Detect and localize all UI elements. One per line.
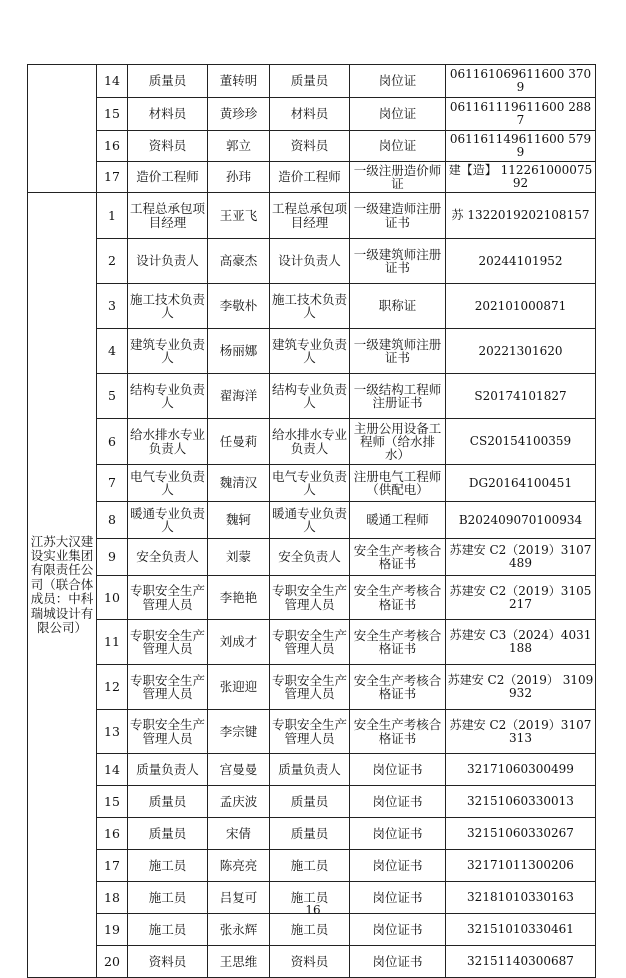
table-row <box>28 502 596 539</box>
name-cell: 杨丽娜 <box>208 329 270 374</box>
row-number: 20 <box>97 946 128 978</box>
name-cell: 董转明 <box>208 65 270 98</box>
table-row <box>28 465 596 502</box>
row-number: 4 <box>97 329 128 374</box>
name-cell: 李敬朴 <box>208 284 270 329</box>
certificate-number-cell: 202101000871 <box>446 284 596 329</box>
title-cell: 结构专业负责人 <box>270 374 350 419</box>
staff-table <box>27 64 596 978</box>
title-cell: 专职安全生产管理人员 <box>270 710 350 754</box>
name-cell: 王亚飞 <box>208 193 270 239</box>
position-cell: 质量员 <box>128 65 208 98</box>
certificate-number-cell: 32151010330461 <box>446 914 596 946</box>
table-row <box>28 914 596 946</box>
table-row <box>28 576 596 620</box>
row-number: 13 <box>97 710 128 754</box>
title-cell: 专职安全生产管理人员 <box>270 665 350 710</box>
row-number: 9 <box>97 539 128 576</box>
certificate-type-cell: 注册电气工程师（供配电） <box>350 465 446 502</box>
certificate-number-cell: 20221301620 <box>446 329 596 374</box>
name-cell: 孟庆波 <box>208 786 270 818</box>
position-cell: 专职安全生产管理人员 <box>128 576 208 620</box>
position-cell: 暖通专业负责人 <box>128 502 208 539</box>
position-cell: 设计负责人 <box>128 239 208 284</box>
row-number: 15 <box>97 786 128 818</box>
name-cell: 郭立 <box>208 131 270 162</box>
title-cell: 材料员 <box>270 98 350 131</box>
certificate-type-cell: 岗位证书 <box>350 818 446 850</box>
certificate-number-cell: 20244101952 <box>446 239 596 284</box>
certificate-type-cell: 岗位证书 <box>350 946 446 978</box>
table-row <box>28 65 596 98</box>
row-number: 8 <box>97 502 128 539</box>
certificate-number-cell: S20174101827 <box>446 374 596 419</box>
position-cell: 质量员 <box>128 786 208 818</box>
table-row <box>28 818 596 850</box>
title-cell: 建筑专业负责人 <box>270 329 350 374</box>
row-number: 18 <box>97 882 128 914</box>
position-cell: 专职安全生产管理人员 <box>128 710 208 754</box>
position-cell: 材料员 <box>128 98 208 131</box>
name-cell: 孙玮 <box>208 162 270 193</box>
certificate-number-cell: 建【造】 11226100007592 <box>446 162 596 193</box>
title-cell: 施工员 <box>270 850 350 882</box>
title-cell: 资料员 <box>270 946 350 978</box>
certificate-type-cell: 一级建筑师注册证书 <box>350 239 446 284</box>
certificate-type-cell: 岗位证 <box>350 98 446 131</box>
position-cell: 资料员 <box>128 946 208 978</box>
certificate-number-cell: B202409070100934 <box>446 502 596 539</box>
title-cell: 资料员 <box>270 131 350 162</box>
position-cell: 安全负责人 <box>128 539 208 576</box>
row-number: 17 <box>97 850 128 882</box>
title-cell: 质量员 <box>270 65 350 98</box>
certificate-number-cell: 苏建安 C2（2019）3107313 <box>446 710 596 754</box>
page-number: 16 <box>305 903 321 917</box>
company-cell <box>28 65 97 193</box>
position-cell: 施工员 <box>128 850 208 882</box>
certificate-number-cell: 32171011300206 <box>446 850 596 882</box>
name-cell: 翟海洋 <box>208 374 270 419</box>
title-cell: 质量员 <box>270 818 350 850</box>
row-number: 16 <box>97 818 128 850</box>
position-cell: 质量员 <box>128 818 208 850</box>
certificate-type-cell: 安全生产考核合格证书 <box>350 665 446 710</box>
name-cell: 张永辉 <box>208 914 270 946</box>
certificate-type-cell: 一级建造师注册证书 <box>350 193 446 239</box>
row-number: 6 <box>97 419 128 465</box>
title-cell: 施工员 <box>270 882 350 914</box>
row-number: 16 <box>97 131 128 162</box>
certificate-type-cell: 岗位证书 <box>350 754 446 786</box>
title-cell: 专职安全生产管理人员 <box>270 576 350 620</box>
row-number: 12 <box>97 665 128 710</box>
title-cell: 施工技术负责人 <box>270 284 350 329</box>
title-cell: 质量员 <box>270 786 350 818</box>
certificate-type-cell: 岗位证书 <box>350 882 446 914</box>
certificate-type-cell: 一级结构工程师注册证书 <box>350 374 446 419</box>
name-cell: 刘成才 <box>208 620 270 665</box>
certificate-number-cell: 32151140300687 <box>446 946 596 978</box>
certificate-type-cell: 安全生产考核合格证书 <box>350 576 446 620</box>
table-row <box>28 754 596 786</box>
name-cell: 高豪杰 <box>208 239 270 284</box>
row-number: 7 <box>97 465 128 502</box>
table-row <box>28 620 596 665</box>
name-cell: 王思维 <box>208 946 270 978</box>
row-number: 5 <box>97 374 128 419</box>
name-cell: 陈亮亮 <box>208 850 270 882</box>
title-cell: 电气专业负责人 <box>270 465 350 502</box>
certificate-type-cell: 安全生产考核合格证书 <box>350 539 446 576</box>
row-number: 1 <box>97 193 128 239</box>
certificate-type-cell: 岗位证 <box>350 131 446 162</box>
table-row <box>28 710 596 754</box>
table-row <box>28 665 596 710</box>
certificate-type-cell: 岗位证 <box>350 65 446 98</box>
table-row <box>28 539 596 576</box>
table-row <box>28 131 596 162</box>
title-cell: 安全负责人 <box>270 539 350 576</box>
certificate-type-cell: 安全生产考核合格证书 <box>350 620 446 665</box>
certificate-type-cell: 岗位证书 <box>350 850 446 882</box>
name-cell: 任曼莉 <box>208 419 270 465</box>
certificate-number-cell: 苏建安 C2（2019） 3109932 <box>446 665 596 710</box>
table-row <box>28 193 596 239</box>
certificate-number-cell: 32151060330013 <box>446 786 596 818</box>
certificate-number-cell: DG20164100451 <box>446 465 596 502</box>
table-row <box>28 850 596 882</box>
name-cell: 吕复可 <box>208 882 270 914</box>
table-row <box>28 162 596 193</box>
title-cell: 设计负责人 <box>270 239 350 284</box>
name-cell: 刘蒙 <box>208 539 270 576</box>
title-cell: 暖通专业负责人 <box>270 502 350 539</box>
row-number: 17 <box>97 162 128 193</box>
certificate-number-cell: 061161119611600 2887 <box>446 98 596 131</box>
title-cell: 质量负责人 <box>270 754 350 786</box>
row-number: 2 <box>97 239 128 284</box>
position-cell: 给水排水专业负责人 <box>128 419 208 465</box>
title-cell: 给水排水专业负责人 <box>270 419 350 465</box>
title-cell: 专职安全生产管理人员 <box>270 620 350 665</box>
row-number: 10 <box>97 576 128 620</box>
position-cell: 建筑专业负责人 <box>128 329 208 374</box>
title-cell: 工程总承包项目经理 <box>270 193 350 239</box>
company-cell: 江苏大汉建设实业集团有限责任公司（联合体成员：中科瑞城设计有限公司） <box>28 193 97 978</box>
table-row <box>28 374 596 419</box>
title-cell: 施工员 <box>270 914 350 946</box>
certificate-number-cell: 061161149611600 5799 <box>446 131 596 162</box>
certificate-type-cell: 暖通工程师 <box>350 502 446 539</box>
certificate-number-cell: CS20154100359 <box>446 419 596 465</box>
table-row <box>28 284 596 329</box>
row-number: 14 <box>97 65 128 98</box>
position-cell: 结构专业负责人 <box>128 374 208 419</box>
certificate-number-cell: 苏建安 C2（2019）3105217 <box>446 576 596 620</box>
certificate-type-cell: 职称证 <box>350 284 446 329</box>
row-number: 11 <box>97 620 128 665</box>
title-cell: 造价工程师 <box>270 162 350 193</box>
table-row <box>28 98 596 131</box>
certificate-number-cell: 苏建安 C2（2019）3107489 <box>446 539 596 576</box>
row-number: 3 <box>97 284 128 329</box>
position-cell: 工程总承包项目经理 <box>128 193 208 239</box>
row-number: 19 <box>97 914 128 946</box>
position-cell: 专职安全生产管理人员 <box>128 620 208 665</box>
staff-table-body <box>28 65 596 978</box>
position-cell: 电气专业负责人 <box>128 465 208 502</box>
name-cell: 李宗键 <box>208 710 270 754</box>
name-cell: 宫曼曼 <box>208 754 270 786</box>
position-cell: 施工员 <box>128 882 208 914</box>
certificate-number-cell: 32181010330163 <box>446 882 596 914</box>
table-row <box>28 329 596 374</box>
certificate-type-cell: 安全生产考核合格证书 <box>350 710 446 754</box>
certificate-type-cell: 一级注册造价师证 <box>350 162 446 193</box>
certificate-number-cell: 苏建安 C3（2024）4031188 <box>446 620 596 665</box>
table-row <box>28 946 596 978</box>
certificate-number-cell: 061161069611600 3709 <box>446 65 596 98</box>
name-cell: 李艳艳 <box>208 576 270 620</box>
name-cell: 宋倩 <box>208 818 270 850</box>
certificate-type-cell: 主册公用设备工程师（给水排水） <box>350 419 446 465</box>
row-number: 14 <box>97 754 128 786</box>
name-cell: 黄珍珍 <box>208 98 270 131</box>
table-row <box>28 786 596 818</box>
table-row <box>28 419 596 465</box>
certificate-number-cell: 32151060330267 <box>446 818 596 850</box>
position-cell: 施工员 <box>128 914 208 946</box>
position-cell: 质量负责人 <box>128 754 208 786</box>
name-cell: 魏轲 <box>208 502 270 539</box>
position-cell: 造价工程师 <box>128 162 208 193</box>
position-cell: 施工技术负责人 <box>128 284 208 329</box>
certificate-type-cell: 岗位证书 <box>350 914 446 946</box>
certificate-type-cell: 岗位证书 <box>350 786 446 818</box>
position-cell: 资料员 <box>128 131 208 162</box>
table-row <box>28 239 596 284</box>
certificate-number-cell: 苏 1322019202108157 <box>446 193 596 239</box>
certificate-number-cell: 32171060300499 <box>446 754 596 786</box>
name-cell: 张迎迎 <box>208 665 270 710</box>
name-cell: 魏清汉 <box>208 465 270 502</box>
row-number: 15 <box>97 98 128 131</box>
certificate-type-cell: 一级建筑师注册证书 <box>350 329 446 374</box>
position-cell: 专职安全生产管理人员 <box>128 665 208 710</box>
